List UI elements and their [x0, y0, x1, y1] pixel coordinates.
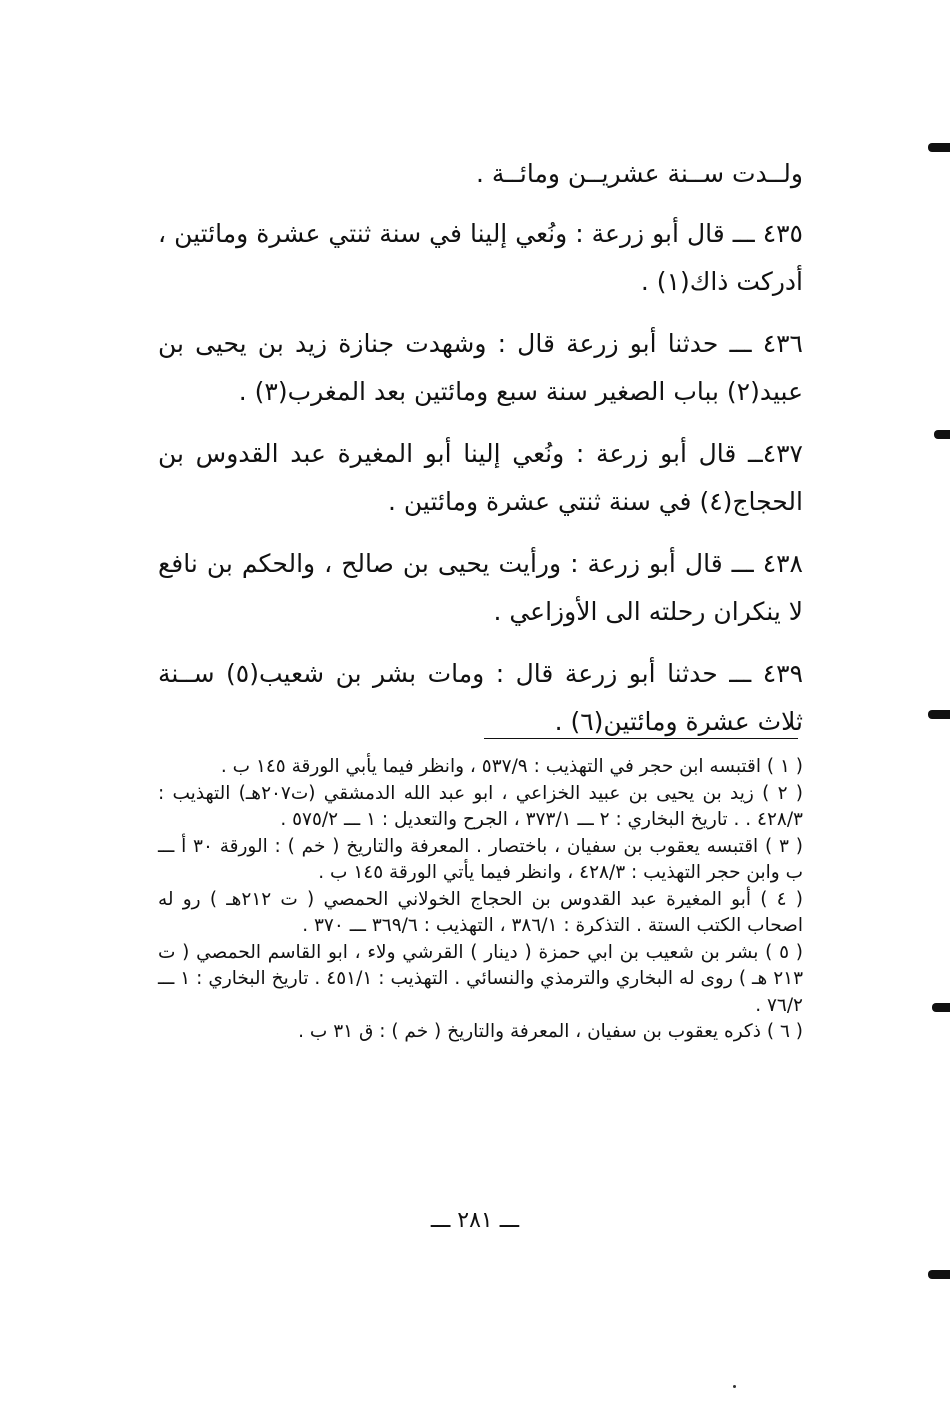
paragraph-437: ٤٣٧ــ قال أبو زرعة : ونُعي إلينا أبو المغيرة عبد القدوس بن الحجاج(٤) في سنة ثنتي عشرة ومائتين . [158, 439, 803, 516]
scan-edge-mark [928, 710, 950, 719]
main-text [158, 150, 803, 760]
paragraph-intro: ولــدت ســنة عشريــن ومائــة . [475, 159, 803, 188]
scan-speck [733, 1385, 736, 1388]
scan-edge-mark [928, 1270, 950, 1279]
footnote-6: ( ٦ ) ذكره يعقوب بن سفيان ، المعرفة والتاريخ ( خم ) : ق ٣١ ب . [298, 1021, 803, 1042]
footnote-separator [484, 738, 798, 739]
footnote-5: ( ٥ ) بشر بن شعيب بن ابي حمزة ( دينار ) القرشي ولاء ، ابو القاسم الحمصي ( ت ٢١٣ هـ ) روى له البخاري والترمذي والنسائي . التهذيب : ٤٥١/١ . تاريخ البخاري : ١ ـــ ٧٦/٢ . [158, 941, 804, 1016]
paragraph-436: ٤٣٦ ـــ حدثنا أبو زرعة قال : وشهدت جنازة زيد بن يحيى بن عبيد(٢) بباب الصغير سنة سبع ومائتين بعد المغرب(٣) . [158, 329, 803, 406]
footnote-3: ( ٣ ) اقتبسه يعقوب بن سفيان ، باختصار . المعرفة والتاريخ ( خم ) : الورقة ٣٠ أ ـــ ب وابن حجر التهذيب : ٤٢٨/٣ ، وانظر فيما يأتي الورقة ١٤٥ ب . [158, 835, 803, 883]
paragraph-439: ٤٣٩ ـــ حدثنا أبو زرعة قال : ومات بشر بن شعيب(٥) ســنة ثلاث عشرة ومائتين(٦) . [158, 659, 804, 736]
footnote-4: ( ٤ ) أبو المغيرة عبد القدوس بن الحجاج الخولاني الحمصي ( ت ٢١٢هـ ) رو له اصحاب الكتب الستة . التذكرة : ٣٨٦/١ ، التهذيب : ٣٦٩/٦ ـــ ٣٧٠ . [158, 888, 803, 936]
scan-edge-mark [932, 1003, 950, 1012]
footnotes [158, 754, 803, 1046]
scan-edge-mark [928, 143, 950, 152]
page-number: ـــ ٢٨١ ـــ [430, 1208, 520, 1233]
paragraph-438: ٤٣٨ ـــ قال أبو زرعة : ورأيت يحيى بن صالح ، والحكم بن نافع لا ينكران رحلته الى الأوزاعي . [158, 549, 803, 626]
paragraph-435: ٤٣٥ ـــ قال أبو زرعة : ونُعي إلينا في سنة ثنتي عشرة ومائتين ، أدركت ذاك(١) . [158, 219, 803, 296]
footnote-1: ( ١ ) اقتبسه ابن حجر في التهذيب : ٥٣٧/٩ ، وانظر فيما يأبي الورقة ١٤٥ ب . [220, 756, 803, 777]
scan-edge-mark [934, 430, 950, 439]
footnote-2: ( ٢ ) زيد بن يحيى بن عبيد الخزاعي ، ابو عبد الله الدمشقي (ت٢٠٧هـ) التهذيب : ٤٢٨/٣ . . تاريخ البخاري : ٢ ـــ ٣٧٣/١ ، الجرح والتعديل : ١ ـــ ٥٧٥/٢ . [158, 782, 803, 830]
